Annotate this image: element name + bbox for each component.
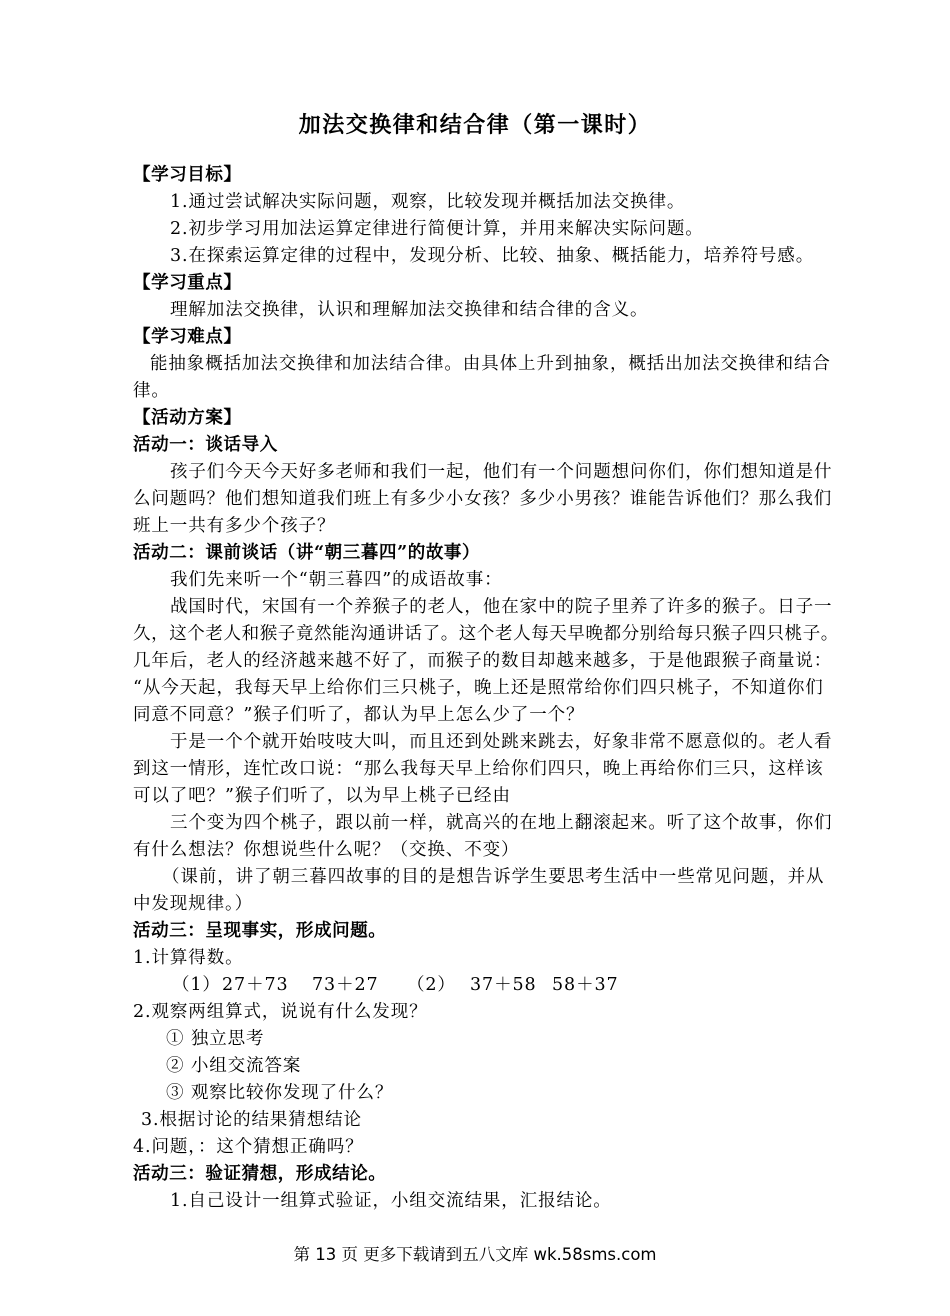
page-footer: 第 13 页 更多下载请到五八文库 wk.58sms.com bbox=[293, 1245, 657, 1264]
goal-item: 1.通过尝试解决实际问题，观察，比较发现并概括加法交换律。 bbox=[170, 192, 686, 212]
expression-row bbox=[172, 974, 619, 996]
activity2-heading: 活动二：课前谈话（讲“朝三暮四”的故事） bbox=[133, 543, 481, 563]
list-item: 3.根据讨论的结果猜想结论 bbox=[141, 1110, 362, 1130]
list-item: 4.问题，：这个猜想正确吗？ bbox=[133, 1137, 364, 1157]
expression: 37＋58 bbox=[470, 975, 537, 995]
document-title: 加法交换律和结合律（第一课时） bbox=[298, 112, 652, 138]
goal-item: 2.初步学习用加法运算定律进行简便计算，并用来解决实际问题。 bbox=[170, 219, 704, 239]
expression-label: （2） bbox=[407, 975, 456, 995]
paragraph-line: 可以了吧？”猴子们听了，以为早上桃子已经由 bbox=[133, 786, 511, 806]
difficulty-text: 律。 bbox=[133, 381, 170, 401]
section-heading-plan: 【活动方案】 bbox=[133, 408, 242, 428]
list-item: 2.观察两组算式，说说有什么发现？ bbox=[133, 1002, 428, 1022]
list-item: 1.自己设计一组算式验证，小组交流结果，汇报结论。 bbox=[170, 1191, 612, 1211]
paragraph-line: 孩子们今天今天好多老师和我们一起，他们有一个问题想问你们，你们想知道是什 bbox=[170, 462, 833, 482]
activity1-heading: 活动一：谈话导入 bbox=[133, 435, 278, 455]
sub-list-item: ② 小组交流答案 bbox=[166, 1056, 302, 1076]
paragraph-line: “从今天起，我每天早上给你们三只桃子，晚上还是照常给你们四只桃子，不知道你们 bbox=[133, 678, 824, 698]
expression: 58＋37 bbox=[552, 975, 619, 995]
paragraph-line: 久，这个老人和猴子竟然能沟通讲话了。这个老人每天早晚都分别给每只猴子四只桃子。 bbox=[133, 624, 839, 644]
paragraph-line: 战国时代，宋国有一个养猴子的老人，他在家中的院子里养了许多的猴子。日子一 bbox=[170, 597, 833, 617]
goal-item: 3.在探索运算定律的过程中，发现分析、比较、抽象、概括能力，培养符号感。 bbox=[170, 246, 815, 266]
focus-text: 理解加法交换律，认识和理解加法交换律和结合律的含义。 bbox=[170, 300, 649, 320]
paragraph-line: 班上一共有多少个孩子？ bbox=[133, 516, 336, 536]
sub-list-item: ③ 观察比较你发现了什么？ bbox=[166, 1083, 394, 1103]
section-heading-goals: 【学习目标】 bbox=[133, 165, 242, 185]
paragraph-line: 我们先来听一个“朝三暮四”的成语故事： bbox=[170, 570, 503, 590]
paragraph-line: 同意不同意？”猴子们听了，都认为早上怎么少了一个？ bbox=[133, 705, 585, 725]
paragraph-line: 么问题吗？他们想知道我们班上有多少小女孩？多少小男孩？谁能告诉他们？那么我们 bbox=[133, 489, 833, 509]
paragraph-line: 三个变为四个桃子，跟以前一样，就高兴的在地上翻滚起来。听了这个故事，你们 bbox=[170, 813, 833, 833]
paragraph-line: 于是一个个就开始吱吱大叫，而且还到处跳来跳去，好象非常不愿意似的。老人看 bbox=[170, 732, 833, 752]
list-item: 1.计算得数。 bbox=[133, 948, 244, 968]
paragraph-line: （课前，讲了朝三暮四故事的目的是想告诉学生要思考生活中一些常见问题，并从 bbox=[162, 867, 825, 887]
activity4-heading: 活动三：验证猜想，形成结论。 bbox=[133, 1164, 387, 1184]
section-heading-difficulty: 【学习难点】 bbox=[133, 327, 242, 347]
expression: 73＋27 bbox=[312, 975, 379, 995]
section-heading-focus: 【学习重点】 bbox=[133, 273, 242, 293]
paragraph-line: 几年后，老人的经济越来越不好了，而猴子的数目却越来越多，于是他跟猴子商量说： bbox=[133, 651, 833, 671]
paragraph-line: 中发现规律。） bbox=[133, 894, 254, 914]
paragraph-line: 有什么想法？你想说些什么呢？（交换、不变） bbox=[133, 840, 520, 860]
activity3-heading: 活动三：呈现事实，形成问题。 bbox=[133, 921, 387, 941]
paragraph-line: 到这一情形，连忙改口说：“那么我每天早上给你们四只，晚上再给你们三只，这样该 bbox=[133, 759, 824, 779]
expression: 27＋73 bbox=[222, 975, 289, 995]
sub-list-item: ① 独立思考 bbox=[166, 1029, 265, 1049]
difficulty-text: 能抽象概括加法交换律和加法结合律。由具体上升到抽象，概括出加法交换律和结合 bbox=[150, 354, 831, 374]
expression-label: （1） bbox=[172, 975, 221, 995]
